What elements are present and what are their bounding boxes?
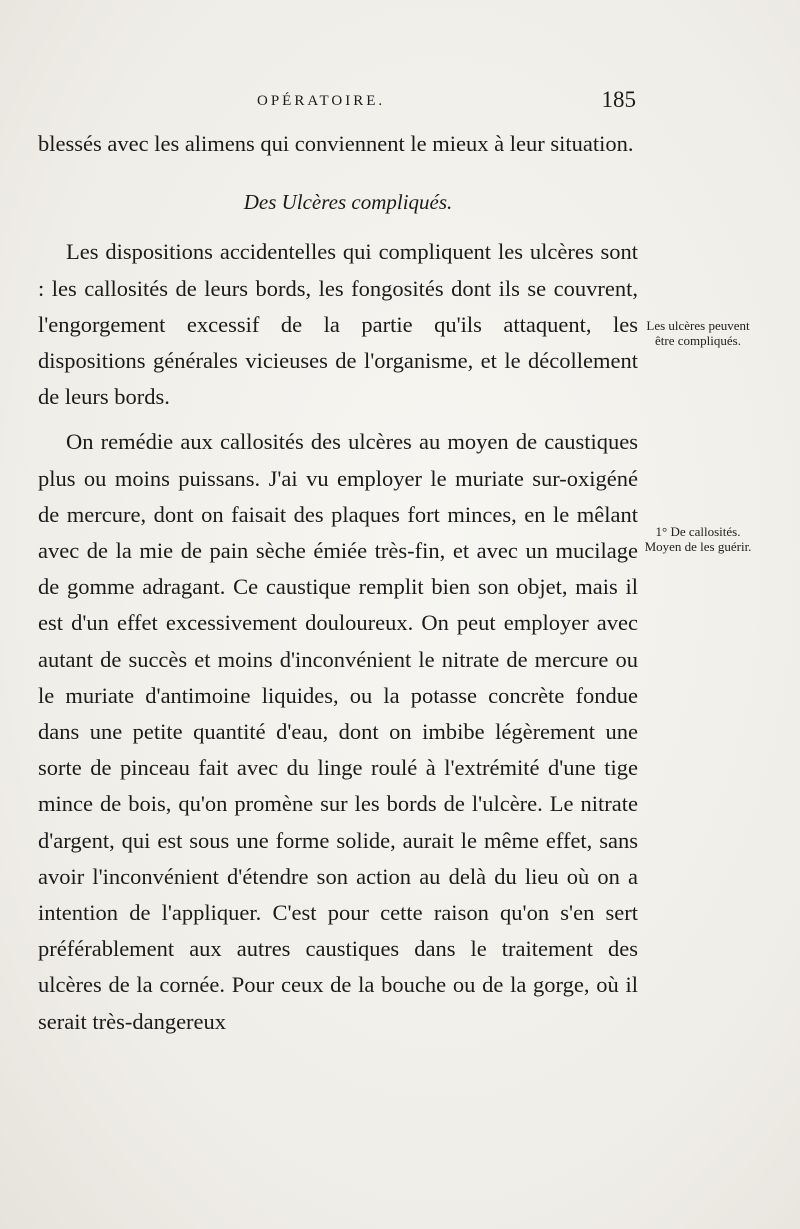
body-text	[38, 126, 638, 1040]
running-head: OPÉRATOIRE.	[257, 93, 386, 109]
paragraph-callosites: On remédie aux callosités des ulcères au moyen de caustiques plus ou moins puissans. J'ai vu employer le muriate sur-oxigéné de mercure, dont on faisait des plaques fort minces, en le mêlant avec de la mie de pain sèche émiée très-fin, et avec un mucilage de gomme adragant. Ce caustique remplit bien son objet, mais il est d'un effet excessivement douloureux. On peut employer avec autant de succès et moins d'inconvénient le nitrate de mercure ou le muriate d'antimoine liquides, ou la potasse concrète fondue dans une petite quantité d'eau, dont on imbibe légèrement une sorte de pinceau fait avec du linge roulé à l'extrémité d'une tige mince de bois, qu'on promène sur les bords de l'ulcère. Le nitrate d'argent, qui est sous une forme solide, aurait le même effet, sans avoir l'inconvénient d'étendre son action au delà du lieu où on a intention de l'appliquer. C'est pour cette raison qu'on s'en sert préférablement aux autres caustiques dans le traitement des ulcères de la cornée. Pour ceux de la bouche ou de la gorge, où il serait très-dangereux	[38, 429, 638, 1034]
paragraph-dispositions: Les dispositions accidentelles qui compliquent les ulcères sont : les callosités de leurs bords, les fongosités dont ils se couvrent, l'engorgement excessif de la partie qu'ils attaquent, les dispositions générales vicieuses de l'organisme, et le décollement de leurs bords.	[38, 239, 638, 410]
lead-paragraph: blessés avec les alimens qui conviennent le mieux à leur situation.	[38, 131, 634, 156]
margin-note-ulceres: Les ulcères peuvent être compliqués.	[646, 318, 750, 348]
page-number: 185	[601, 87, 636, 112]
page-header	[40, 87, 638, 123]
section-heading: Des Ulcères compliqués.	[243, 190, 453, 215]
margin-note-callosites: 1° De callosités. Moyen de les guérir.	[644, 524, 752, 554]
